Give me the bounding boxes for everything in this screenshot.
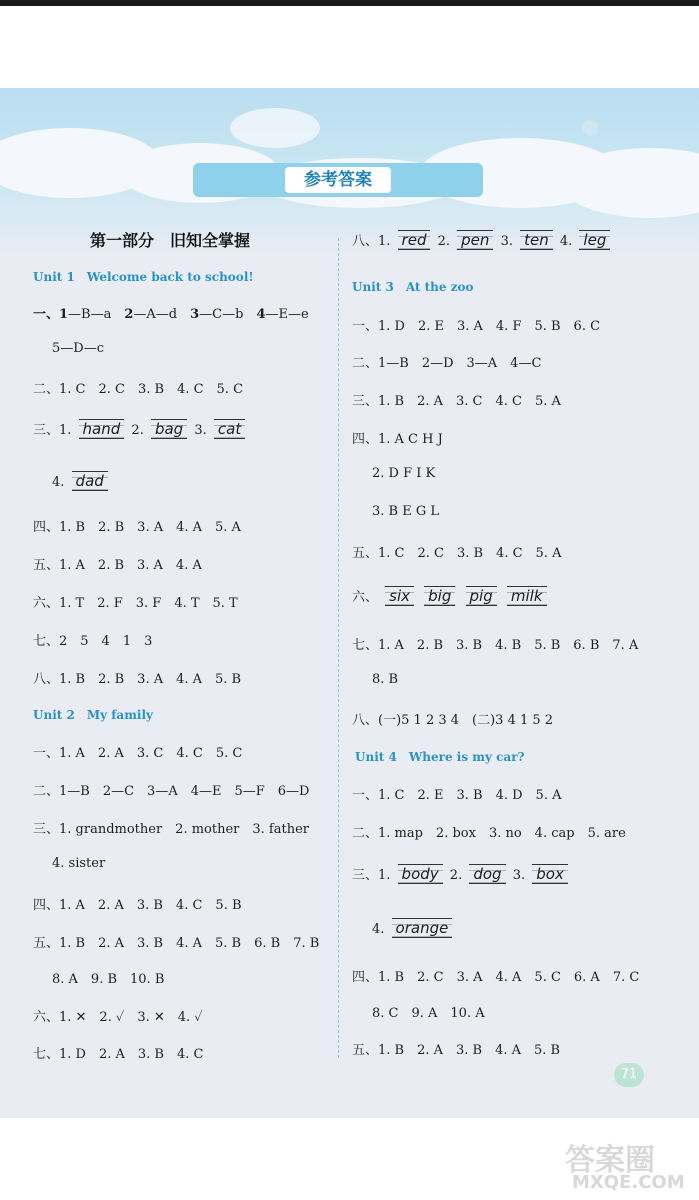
match-answer: —A—d — [133, 307, 191, 322]
banner-title: 参考答案 — [285, 167, 391, 193]
answer-line: 四、1. A 2. A 3. B 4. C 5. B — [33, 898, 242, 913]
answer-line: 二、1—B 2—D 3—A 4—C — [352, 356, 542, 371]
answer-line: 三、1. grandmother 2. mother 3. father — [33, 822, 309, 837]
unit-heading: Unit 4 Where is my car? — [355, 750, 525, 764]
answer-line: 一、1. A 2. A 3. C 4. C 5. C — [33, 746, 243, 761]
answer-number: 2. — [131, 423, 144, 438]
handwritten-word: dog — [469, 864, 505, 884]
answer-number: 2. — [437, 234, 451, 249]
unit-heading: Unit 1 Welcome back to school! — [33, 270, 254, 284]
part-title: 第一部分 旧知全掌握 — [90, 231, 251, 250]
question-number: 4 — [256, 307, 266, 322]
handwriting-line — [352, 586, 550, 606]
status-bar — [0, 0, 699, 6]
answer-line: 二、1—B 2—C 3—A 4—E 5—F 6—D — [33, 784, 310, 799]
handwriting-line — [52, 471, 111, 491]
handwriting-line — [352, 864, 571, 884]
handwritten-word: pen — [457, 230, 493, 250]
handwritten-word: milk — [507, 586, 547, 606]
page-number: 71 — [614, 1063, 644, 1087]
answer-line: 一、1. D 2. E 3. A 4. F 5. B 6. C — [352, 319, 601, 334]
answer-line: 五、1. B 2. A 3. B 4. A 5. B 6. B 7. B — [33, 936, 320, 951]
answer-prefix: 4. — [372, 922, 385, 937]
handwritten-word: leg — [579, 230, 610, 250]
handwriting-line — [352, 230, 613, 250]
answer-line: 八、(一)5 1 2 3 4 (二)3 4 1 5 2 — [352, 713, 554, 728]
answer-line: 六、1. T 2. F 3. F 4. T 5. T — [33, 596, 238, 611]
unit-heading: Unit 2 My family — [33, 708, 153, 722]
handwritten-word: bag — [151, 419, 187, 439]
handwritten-word: box — [532, 864, 568, 884]
sun-icon — [582, 120, 598, 136]
match-answer: —B—a — [68, 307, 125, 322]
unit-heading: Unit 3 At the zoo — [352, 280, 474, 294]
answer-line: 六、1. ✕ 2. ✓ 3. ✕ 4. ✓ — [33, 1010, 203, 1025]
handwriting-line — [372, 918, 455, 938]
answers-banner — [193, 163, 483, 197]
answer-line: 3. B E G L — [372, 504, 439, 519]
handwritten-word: six — [385, 586, 414, 606]
answer-line: 七、2 5 4 1 3 — [33, 634, 153, 649]
answer-line: 四、1. B 2. B 3. A 4. A 5. A — [33, 520, 241, 535]
handwritten-word: dad — [72, 471, 108, 491]
answer-prefix: 4. — [52, 475, 65, 490]
answer-line: 四、1. A C H J — [352, 432, 443, 447]
column-divider — [338, 238, 339, 1058]
handwritten-word: hand — [79, 419, 125, 439]
handwritten-word: red — [398, 230, 431, 250]
handwritten-word: ten — [520, 230, 553, 250]
handwritten-word: orange — [392, 918, 453, 938]
answer-prefix: 六、 — [352, 590, 379, 605]
answer-line: 五、1. B 2. A 3. B 4. A 5. B — [352, 1043, 561, 1058]
answer-line — [33, 303, 309, 322]
answer-line: 七、1. D 2. A 3. B 4. C — [33, 1047, 204, 1062]
answer-line: 8. C 9. A 10. A — [372, 1006, 485, 1021]
answer-line: 2. D F I K — [372, 466, 436, 481]
handwritten-word: cat — [214, 419, 245, 439]
handwriting-line — [33, 419, 248, 439]
handwritten-word: body — [398, 864, 443, 884]
answer-number: 3. — [500, 234, 513, 249]
answer-line: 五、1. A 2. B 3. A 4. A — [33, 558, 202, 573]
answer-line: 4. sister — [52, 856, 106, 871]
question-number: 一、1 — [33, 307, 69, 322]
handwritten-word: big — [424, 586, 455, 606]
answer-line: 三、1. B 2. A 3. C 4. C 5. A — [352, 394, 561, 409]
watermark-logo: 答案圈 — [565, 1143, 655, 1178]
answer-number: 2. — [449, 868, 463, 883]
question-number: 3 — [190, 307, 200, 322]
match-answer: —C—b — [199, 307, 257, 322]
answer-number: 3. — [512, 868, 526, 883]
answer-line: 8. A 9. B 10. B — [52, 972, 165, 987]
answer-number: 4. — [559, 234, 573, 249]
answer-line: 七、1. A 2. B 3. B 4. B 5. B 6. B 7. A — [352, 638, 639, 653]
cloud-shape — [230, 108, 320, 148]
answer-page — [0, 88, 699, 1118]
match-answer: —E—e — [265, 307, 309, 322]
answer-line: 5—D—c — [52, 341, 104, 356]
answer-line: 五、1. C 2. C 3. B 4. C 5. A — [352, 546, 562, 561]
answer-number: 3. — [194, 423, 207, 438]
answer-line: 8. B — [372, 672, 399, 687]
answer-prefix: 三、1. — [352, 868, 391, 883]
answer-line: 一、1. C 2. E 3. B 4. D 5. A — [352, 788, 562, 803]
answer-line: 八、1. B 2. B 3. A 4. A 5. B — [33, 672, 242, 687]
watermark-url: MXQE.COM — [572, 1172, 685, 1193]
answer-line: 二、1. map 2. box 3. no 4. cap 5. are — [352, 826, 626, 841]
answer-prefix: 八、1. — [352, 234, 391, 249]
answer-line: 二、1. C 2. C 3. B 4. C 5. C — [33, 382, 244, 397]
handwritten-word: pig — [466, 586, 497, 606]
answer-prefix: 三、1. — [33, 423, 72, 438]
answer-line: 四、1. B 2. C 3. A 4. A 5. C 6. A 7. C — [352, 970, 640, 985]
question-number: 2 — [124, 307, 134, 322]
